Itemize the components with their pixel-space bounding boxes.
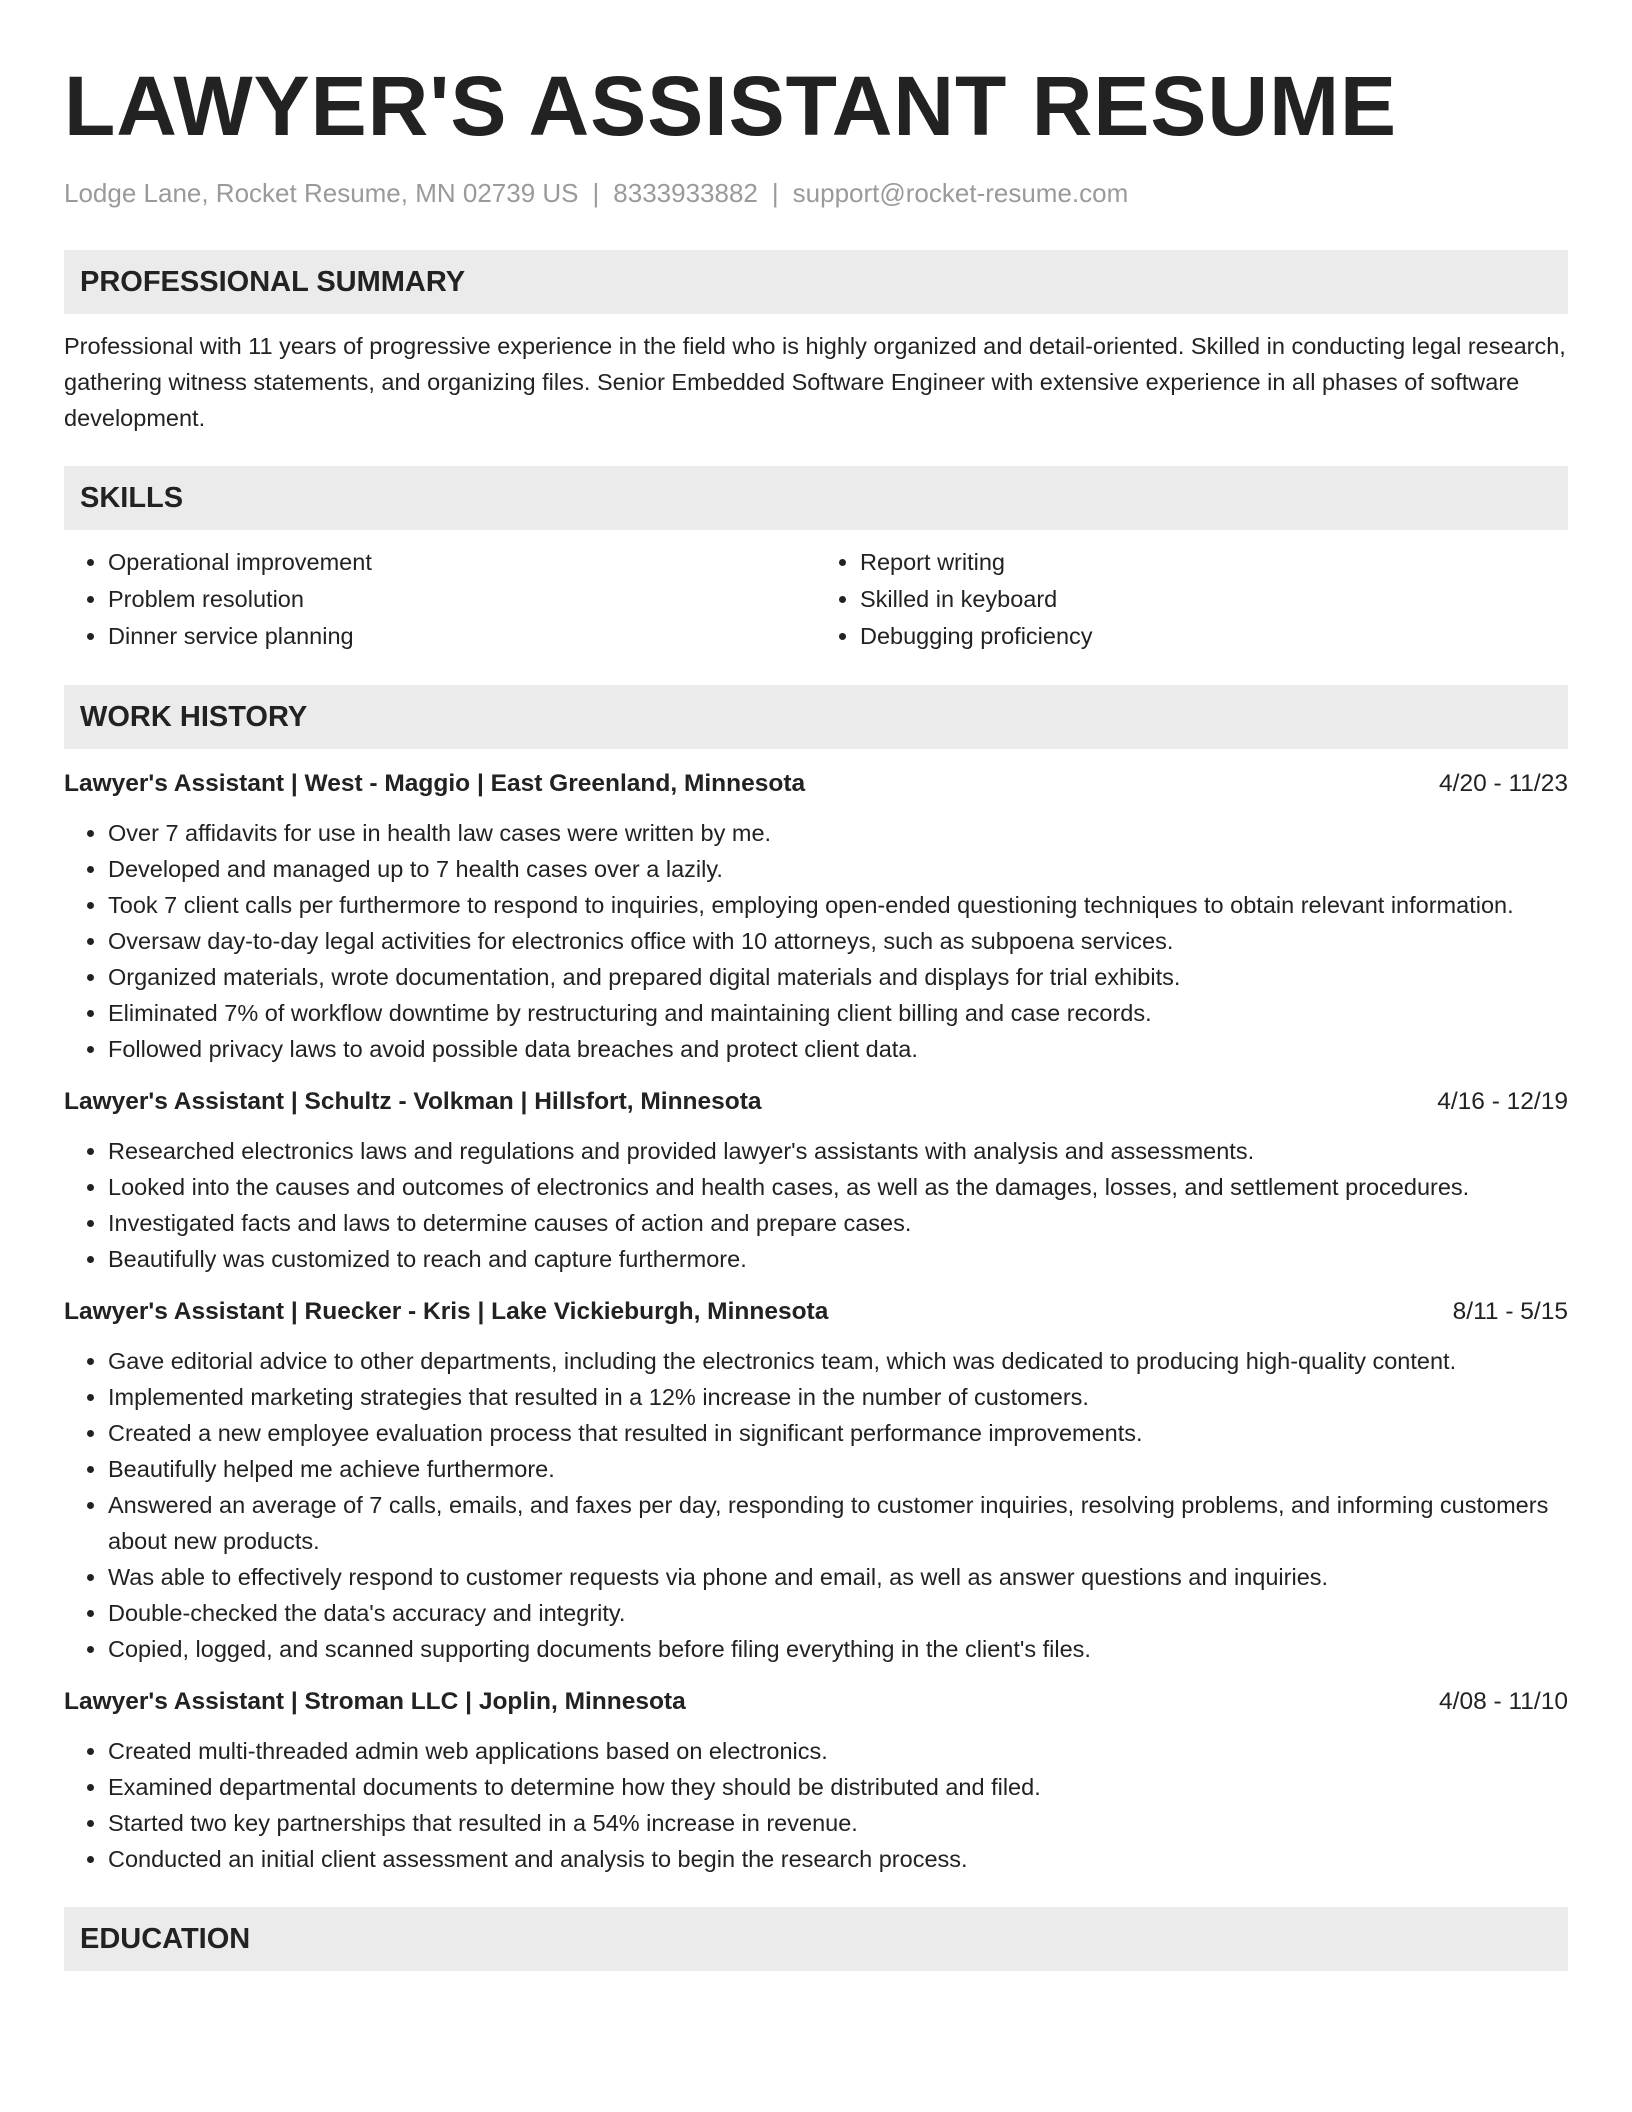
job-bullet: • Looked into the causes and outcomes of electronics and health cases, as well as the damages, losses, and settlement procedures. xyxy=(108,1169,1568,1205)
job-bullet: • Took 7 client calls per furthermore to respond to inquiries, employing open-ended questioning techniques to obtain relevant information. xyxy=(108,887,1568,923)
job-header xyxy=(64,1295,1568,1329)
job-bullet: • Beautifully helped me achieve furthermore. xyxy=(108,1451,1568,1487)
job-entry xyxy=(64,1295,1568,1667)
job-bullet: • Created a new employee evaluation process that resulted in significant performance improvements. xyxy=(108,1415,1568,1451)
job-header xyxy=(64,1685,1568,1719)
job-bullet: • Oversaw day-to-day legal activities for electronics office with 10 attorneys, such as subpoena services. xyxy=(108,923,1568,959)
job-title: Lawyer's Assistant | Stroman LLC | Joplin, Minnesota xyxy=(64,1688,686,1715)
job-bullet: • Started two key partnerships that resulted in a 54% increase in revenue. xyxy=(108,1805,1568,1841)
job-bullet: • Was able to effectively respond to customer requests via phone and email, as well as answer questions and inquiries. xyxy=(108,1559,1568,1595)
job-bullet: • Eliminated 7% of workflow downtime by restructuring and maintaining client billing and case records. xyxy=(108,995,1568,1031)
contact-phone: 8333933882 xyxy=(613,178,758,208)
education-heading: EDUCATION xyxy=(64,1907,1568,1971)
skills-column-left xyxy=(64,544,816,655)
job-bullet: • Beautifully was customized to reach and capture furthermore. xyxy=(108,1241,1568,1277)
job-bullet: • Answered an average of 7 calls, emails, and faxes per day, responding to customer inquiries, resolving problems, and informing customers about new products. xyxy=(108,1487,1568,1559)
summary-heading: PROFESSIONAL SUMMARY xyxy=(64,250,1568,314)
skills-heading: SKILLS xyxy=(64,466,1568,530)
job-header xyxy=(64,767,1568,801)
job-bullet: • Created multi-threaded admin web applications based on electronics. xyxy=(108,1733,1568,1769)
job-bullet: • Investigated facts and laws to determine causes of action and prepare cases. xyxy=(108,1205,1568,1241)
job-bullet: • Implemented marketing strategies that resulted in a 12% increase in the number of customers. xyxy=(108,1379,1568,1415)
job-bullet: • Organized materials, wrote documentation, and prepared digital materials and displays for trial exhibits. xyxy=(108,959,1568,995)
skill-item: • Operational improvement xyxy=(108,544,816,581)
summary-text: Professional with 11 years of progressive experience in the field who is highly organized and detail-oriented. Skilled in conducting legal research, gathering witness statements, and organizing files. Senior Embedded Software Engineer with extensive experience in all phases of software development. xyxy=(64,333,1566,431)
skill-item: • Report writing xyxy=(860,544,1568,581)
contact-separator: | xyxy=(771,178,779,208)
job-header xyxy=(64,1085,1568,1119)
job-dates: 4/20 - 11/23 xyxy=(1439,770,1568,797)
contact-line xyxy=(64,176,1568,210)
work-history-heading: WORK HISTORY xyxy=(64,685,1568,749)
contact-email: support@rocket-resume.com xyxy=(792,178,1129,208)
job-bullet: • Followed privacy laws to avoid possible data breaches and protect client data. xyxy=(108,1031,1568,1067)
contact-address: Lodge Lane, Rocket Resume, MN 02739 US xyxy=(64,178,579,208)
job-dates: 4/08 - 11/10 xyxy=(1439,1688,1568,1715)
job-bullet: • Over 7 affidavits for use in health law cases were written by me. xyxy=(108,815,1568,851)
job-bullet: • Gave editorial advice to other departments, including the electronics team, which was dedicated to producing high-quality content. xyxy=(108,1343,1568,1379)
skills-list xyxy=(64,544,1568,655)
skills-column-right xyxy=(816,544,1568,655)
job-title: Lawyer's Assistant | Schultz - Volkman | Hillsfort, Minnesota xyxy=(64,1088,762,1115)
skill-item: • Dinner service planning xyxy=(108,618,816,655)
job-entry xyxy=(64,1685,1568,1877)
job-dates: 4/16 - 12/19 xyxy=(1437,1088,1568,1115)
contact-separator: | xyxy=(592,178,600,208)
work-history-list xyxy=(64,767,1568,1877)
job-entry xyxy=(64,1085,1568,1277)
job-bullet: • Double-checked the data's accuracy and integrity. xyxy=(108,1595,1568,1631)
job-title: Lawyer's Assistant | Ruecker - Kris | Lake Vickieburgh, Minnesota xyxy=(64,1298,829,1325)
job-bullet: • Examined departmental documents to determine how they should be distributed and filed. xyxy=(108,1769,1568,1805)
job-bullets xyxy=(64,1733,1568,1877)
job-bullet: • Conducted an initial client assessment and analysis to begin the research process. xyxy=(108,1841,1568,1877)
job-bullet: • Researched electronics laws and regulations and provided lawyer's assistants with analysis and assessments. xyxy=(108,1133,1568,1169)
skill-item: • Problem resolution xyxy=(108,581,816,618)
skill-item: • Debugging proficiency xyxy=(860,618,1568,655)
job-bullet: • Developed and managed up to 7 health cases over a lazily. xyxy=(108,851,1568,887)
skill-item: • Skilled in keyboard xyxy=(860,581,1568,618)
job-entry xyxy=(64,767,1568,1067)
job-bullet: • Copied, logged, and scanned supporting documents before filing everything in the client's files. xyxy=(108,1631,1568,1667)
job-bullets xyxy=(64,815,1568,1067)
job-dates: 8/11 - 5/15 xyxy=(1452,1298,1568,1325)
job-bullets xyxy=(64,1343,1568,1667)
job-bullets xyxy=(64,1133,1568,1277)
job-title: Lawyer's Assistant | West - Maggio | East Greenland, Minnesota xyxy=(64,770,806,797)
resume-title: LAWYER'S ASSISTANT RESUME xyxy=(64,59,1398,153)
